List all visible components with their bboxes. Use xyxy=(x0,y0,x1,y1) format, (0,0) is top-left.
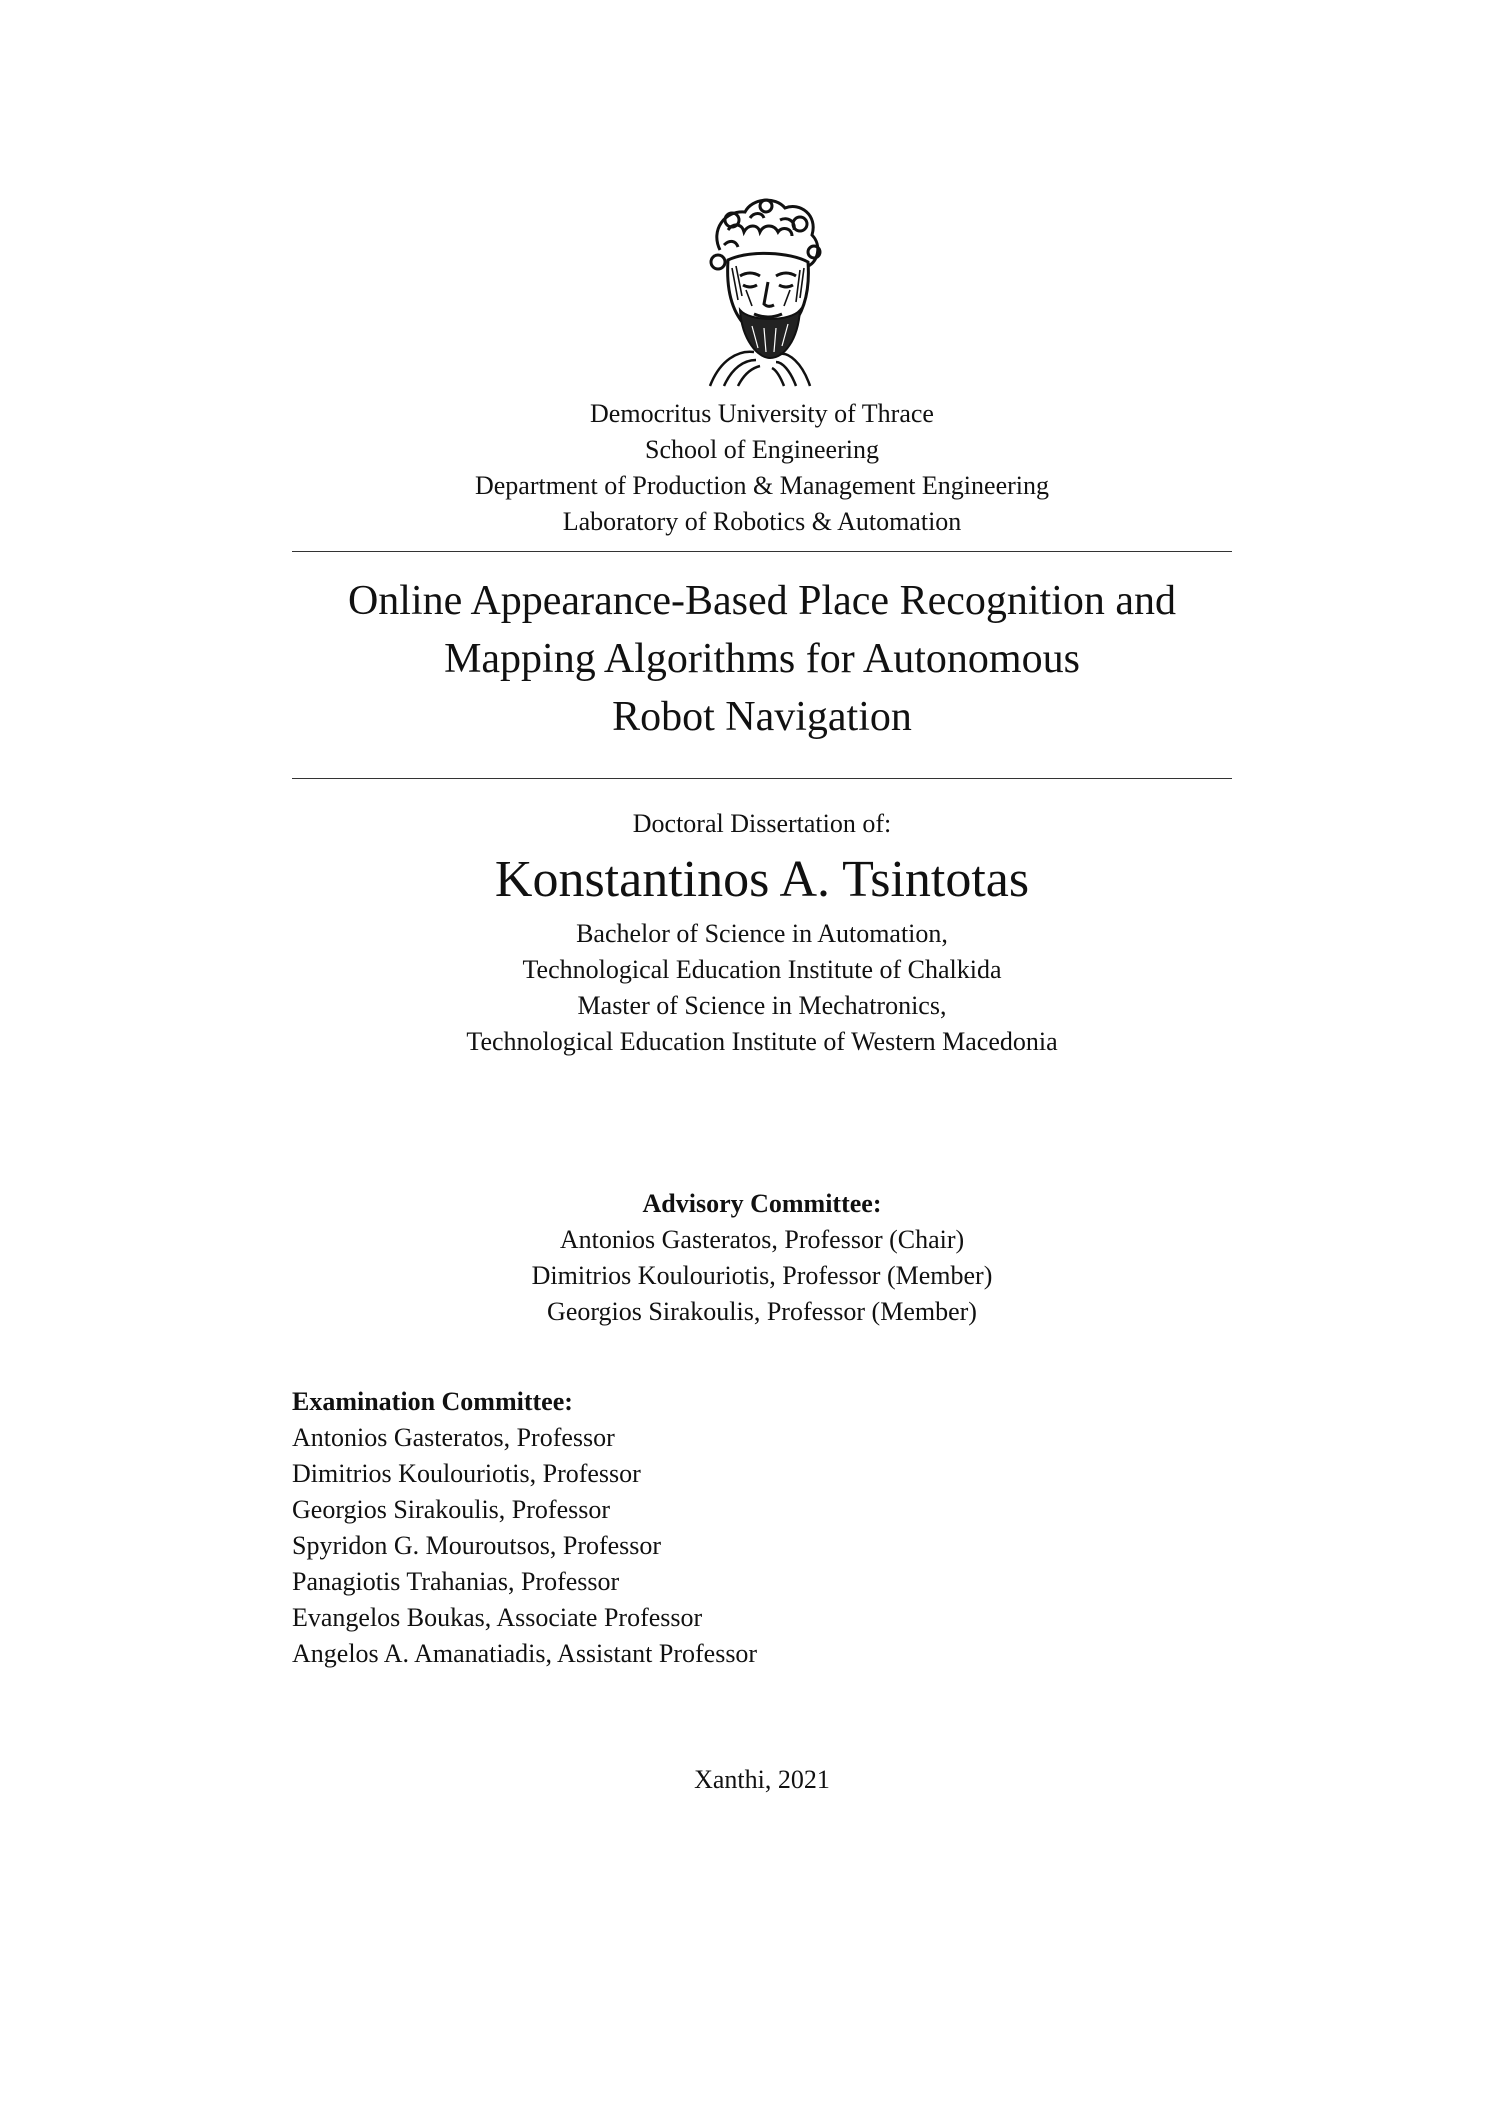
advisory-committee-heading: Advisory Committee: xyxy=(642,1189,882,1218)
degree-line: Technological Education Institute of Western Macedonia xyxy=(466,1027,1058,1056)
committee-member: Panagiotis Trahanias, Professor xyxy=(292,1567,620,1596)
committee-member: Evangelos Boukas, Associate Professor xyxy=(292,1603,703,1632)
committee-member: Dimitrios Koulouriotis, Professor (Member) xyxy=(531,1261,993,1290)
examination-committee xyxy=(292,1384,1192,1672)
committee-member: Dimitrios Koulouriotis, Professor xyxy=(292,1459,641,1488)
place-date: Xanthi, 2021 xyxy=(694,1765,830,1794)
committee-member: Spyridon G. Mouroutsos, Professor xyxy=(292,1531,662,1560)
committee-member: Georgios Sirakoulis, Professor (Member) xyxy=(547,1297,977,1326)
school-name: School of Engineering xyxy=(645,435,879,464)
author-block xyxy=(292,806,1232,1060)
title-line: Mapping Algorithms for Autonomous xyxy=(444,636,1080,682)
author-name: Konstantinos A. Tsintotas xyxy=(494,851,1030,908)
degree-line: Technological Education Institute of Chalkida xyxy=(522,955,1002,984)
degree-line: Bachelor of Science in Automation, xyxy=(576,919,948,948)
institution-block xyxy=(292,396,1232,540)
examination-committee-heading: Examination Committee: xyxy=(292,1387,573,1416)
committee-member: Antonios Gasteratos, Professor xyxy=(292,1423,615,1452)
committee-member: Georgios Sirakoulis, Professor xyxy=(292,1495,611,1524)
title-line: Online Appearance-Based Place Recognition and xyxy=(347,578,1177,624)
degree-line: Master of Science in Mechatronics, xyxy=(577,991,947,1020)
advisory-committee xyxy=(292,1186,1232,1330)
footer xyxy=(292,1762,1232,1798)
department-name: Department of Production & Management Engineering xyxy=(474,471,1049,500)
title-line: Robot Navigation xyxy=(612,694,912,740)
divider-top xyxy=(292,551,1232,552)
university-name: Democritus University of Thrace xyxy=(590,399,934,428)
democritus-bust-icon xyxy=(680,190,840,390)
dissertation-title xyxy=(292,572,1232,746)
committee-member: Angelos A. Amanatiadis, Assistant Professor xyxy=(292,1639,758,1668)
committee-member: Antonios Gasteratos, Professor (Chair) xyxy=(559,1225,965,1254)
divider-bottom xyxy=(292,778,1232,779)
laboratory-name: Laboratory of Robotics & Automation xyxy=(562,507,962,536)
dissertation-label: Doctoral Dissertation of: xyxy=(632,809,892,838)
